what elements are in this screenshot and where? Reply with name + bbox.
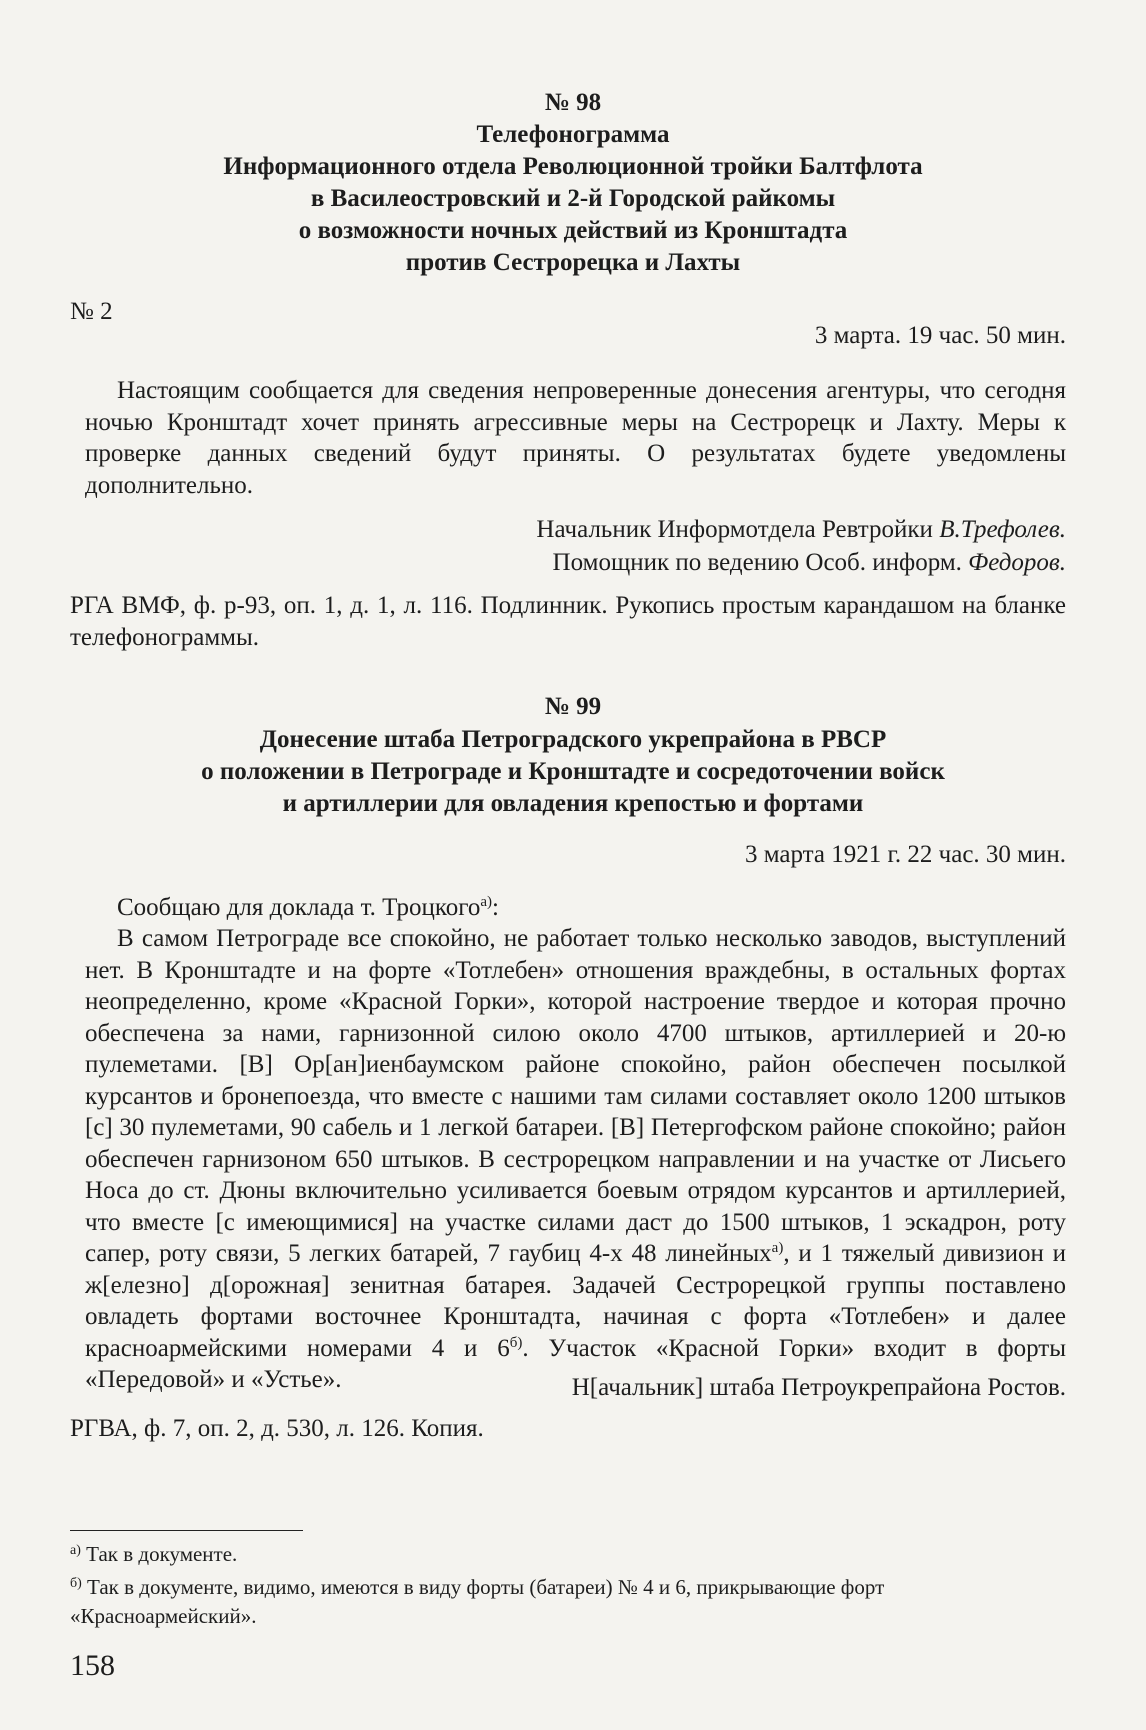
body-part: В самом Петрограде все спокойно, не работает только несколько заводов, выступлений нет. В Кронштадте и на форте «Тотлебен» отношения враждебны, в остальных фортах неопределенно, кроме «Красной Горки», которой настроение твердое и которая прочно обеспечена за нами, гарнизонной силою около 4700 штыков, артиллерией и 20-ю пулеметами. [В] Ор[ан]иенбаумском районе спокойно, район обеспечен посылкой курсантов и бронепоезда, что вместе с нашими там силами составляет около 1200 штыков [с] 30 пулеметами, 90 сабель и 1 легкой батареи. [В] Петергофском районе спокойно; район обеспечен гарнизоном 650 штыков. В сестрорецком направлении и на участке от Лисьего Носа до ст. Дюны включительно усиливается боевым отрядом курсантов и артиллерией, что вместе [с имеющимися] на участке силами даст до 1500 штыков, 1 эскадрон, роту сапер, роту связи, 5 легких батарей, 7 гаубиц 4-х 48 линейных [85, 925, 1066, 1267]
doc98-title-line: Информационного отдела Революционной тройки Балтфлота [223, 153, 923, 180]
doc98-title-line: в Василеостровский и 2-й Городской райкомы [310, 185, 836, 212]
doc98-title-line: против Сестрорецка и Лахты [405, 249, 741, 276]
footnote-divider [70, 1530, 303, 1531]
doc99-signature: Н[ачальник] штаба Петроукрепрайона Ростов. [571, 1374, 1066, 1401]
doc99-title-line: о положении в Петрограде и Кронштадте и сосредоточении войск [201, 758, 945, 785]
doc99-title [60, 724, 1086, 820]
footnote-mark: а) [771, 1240, 784, 1256]
doc98-signature-1 [536, 513, 1066, 546]
doc99-title-line: Донесение штаба Петроградского укрепрайона в РВСР [259, 726, 887, 753]
signature-name: В.Трефолев. [939, 516, 1066, 543]
doc98-source: РГА ВМФ, ф. р-93, оп. 1, д. 1, л. 116. Подлинник. Рукопись простым карандашом на бланке телефонограммы. [70, 592, 1066, 651]
doc98-doc-number: № 2 [70, 298, 113, 325]
footnote-b [70, 1573, 1066, 1631]
body-part: . Участок «Красной Горки» входит в форты «Передовой» и «Устье». [85, 1334, 1066, 1393]
doc99-intro: Сообщаю для доклада т. Троцкого$^{а)}$: [117, 894, 499, 921]
intro-text: Сообщаю для доклада т. Троцкого [117, 894, 481, 921]
doc98-title-line: о возможности ночных действий из Кронштадта [298, 217, 848, 244]
signature-title: Начальник Информотдела Ревтройки [536, 516, 933, 543]
doc99-source: РГВА, ф. 7, оп. 2, д. 530, л. 126. Копия. [70, 1415, 484, 1442]
doc98-body: Настоящим сообщается для сведения непроверенные донесения агентуры, что сегодня ночью Кронштадт хочет принять агрессивные меры на Сестрорецк и Лахту. Меры к проверке данных сведений будут приняты. О результатах будете уведомлены дополнительно. [85, 377, 1066, 499]
doc98-signature-2 [553, 546, 1066, 579]
body-part: , и 1 тяжелый дивизион и ж[елезно] д[орожная] зенитная батарея. Задачей Сестрорецкой группы поставлено овладеть фортами восточнее Кронштадта, начиная с форта «Тотлебен» и далее красноармейскими номерами 4 и 6 [85, 1240, 1066, 1362]
footnote-mark: а) [70, 1543, 81, 1558]
signature-name: Федоров. [968, 549, 1066, 576]
footnote-mark: а) [480, 894, 493, 910]
footnote-text: Так в документе. [86, 1542, 238, 1566]
footnote-mark: б) [70, 1576, 82, 1591]
doc98-date: 3 марта. 19 час. 50 мин. [814, 322, 1066, 349]
doc99-title-line: и артиллерии для овладения крепостью и фортами [282, 790, 864, 817]
footnote-a [70, 1540, 1066, 1569]
doc99-body [85, 923, 1066, 1396]
doc99-number: № 99 [544, 693, 602, 720]
page-number: 158 [70, 1649, 115, 1682]
doc98-number: № 98 [544, 89, 602, 116]
doc98-title-line: Телефонограмма [476, 121, 670, 148]
doc98-title [60, 119, 1086, 279]
footnote-mark: б) [509, 1334, 523, 1351]
signature-title: Помощник по ведению Особ. информ. [552, 549, 962, 576]
footnote-text: Так в документе, видимо, имеются в виду форты (батареи) № 4 и 6, прикрывающие форт «Красноармейский». [70, 1575, 885, 1628]
doc99-date: 3 марта 1921 г. 22 час. 30 мин. [744, 841, 1066, 868]
